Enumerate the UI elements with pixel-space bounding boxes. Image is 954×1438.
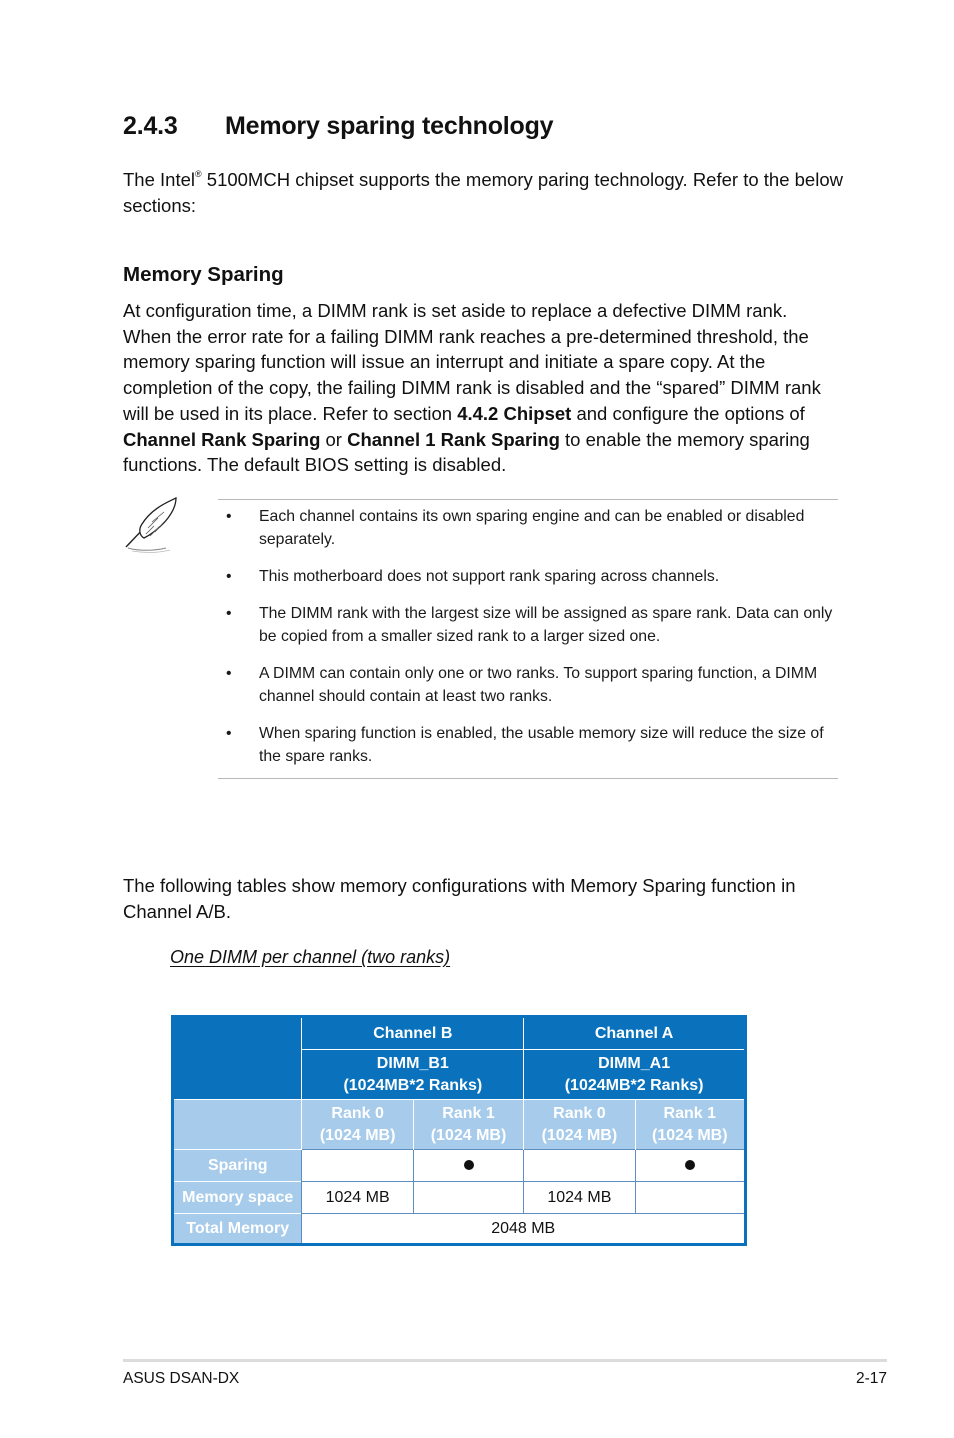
sparing-mark [464,1160,474,1170]
memory-sparing-paragraph [123,298,835,478]
sparing-cell [524,1150,635,1182]
note-item [218,505,838,551]
bios-option-name: Channel 1 Rank Sparing [347,428,560,450]
channel-b-header: Channel B [302,1017,524,1050]
sparing-cell [635,1150,745,1182]
rank-name: Rank 1 [442,1104,495,1122]
paragraph-text: or [320,428,348,450]
memory-space-cell: 1024 MB [302,1182,413,1214]
note-bottom-divider [218,778,838,779]
footer-product-name: ASUS DSAN-DX [123,1370,240,1387]
dimm-name: DIMM_B1 [376,1054,449,1072]
rank-header [413,1100,523,1150]
dimm-size: (1024MB*2 Ranks) [564,1076,704,1094]
memory-space-row-label: Memory space [173,1182,302,1214]
paragraph-text: At configuration time, a DIMM rank is set aside to replace a defective DIMM rank. When the error rate for a failing DIMM rank reaches a pre-determined threshold, the memory sparing function will issue an interrupt and initiate a spare copy. At the completion of the copy, the failing DIMM rank is disabled and the “spared” DIMM rank will be used in its place. Refer to section [123,300,821,424]
note-item [218,662,838,708]
rank-header [302,1100,413,1150]
total-memory-row-label: Total Memory [173,1214,302,1245]
bullet-dot: • [226,725,232,742]
rank-name: Rank 0 [331,1104,384,1122]
bios-option-name: Channel Rank Sparing [123,428,321,450]
dimm-b1-header [302,1050,524,1100]
note-list [218,505,838,782]
footer-page-number: 2-17 [855,1370,887,1387]
total-memory-value: 2048 MB [302,1214,746,1245]
sparing-mark [685,1160,695,1170]
tables-intro-paragraph: The following tables show memory configurations with Memory Sparing function in Channel A/B. [123,875,796,922]
channel-a-header: Channel A [524,1017,746,1050]
note-item [218,565,838,588]
note-item-text: A DIMM can contain only one or two ranks. To support sparing function, a DIMM channel should contain at least two ranks. [259,665,818,705]
footer-divider [123,1359,887,1362]
dimm-a1-header [524,1050,746,1100]
note-item [218,602,838,648]
intro-text-end: 5100MCH chipset supports the memory paring technology. Refer to the below sections: [123,169,843,216]
table-corner-cell [173,1017,302,1100]
rank-header [635,1100,745,1150]
rank-name: Rank 1 [663,1104,717,1122]
memory-space-cell [635,1182,745,1214]
quill-pen-note-icon [118,494,184,554]
sparing-row-label: Sparing [173,1150,302,1182]
table-caption: One DIMM per channel (two ranks) [170,947,451,967]
intro-text-start: The Intel [123,169,195,190]
registered-mark: ® [195,169,202,179]
section-title: Memory sparing technology [225,112,554,140]
memory-sparing-table [171,1015,747,1246]
section-heading [123,112,553,141]
bullet-dot: • [226,568,232,585]
paragraph-text: to enable the memory sparing functions. The default BIOS setting is disabled. [123,428,810,476]
dimm-name: DIMM_A1 [598,1054,671,1072]
rank-name: Rank 0 [553,1104,606,1122]
bullet-dot: • [226,665,232,682]
sparing-cell [413,1150,523,1182]
memory-space-cell [413,1182,523,1214]
memory-space-cell: 1024 MB [524,1182,635,1214]
rank-header [524,1100,635,1150]
note-item-text: Each channel contains its own sparing engine and can be enabled or disabled separately. [259,508,805,548]
rank-size: (1024 MB) [541,1126,618,1144]
note-item-text: When sparing function is enabled, the usable memory size will reduce the size of the spare ranks. [259,725,824,765]
section-reference: 4.4.2 Chipset [457,402,572,424]
rank-size: (1024 MB) [651,1126,728,1144]
sparing-cell [302,1150,413,1182]
note-item-text: This motherboard does not support rank sparing across channels. [259,568,720,585]
memory-sparing-heading: Memory Sparing [123,263,284,286]
rank-size: (1024 MB) [319,1126,396,1144]
rank-size: (1024 MB) [430,1126,507,1144]
bullet-dot: • [226,605,232,622]
section-number: 2.4.3 [123,112,178,140]
intro-paragraph [123,167,843,218]
note-item-text: The DIMM rank with the largest size will be assigned as spare rank. Data can only be copied from a smaller sized rank to a larger sized one. [259,605,833,645]
paragraph-text: and configure the options of [571,402,805,424]
bullet-dot: • [226,508,232,525]
note-top-divider [218,499,838,500]
rank-corner-cell [173,1100,302,1150]
note-item [218,722,838,768]
dimm-size: (1024MB*2 Ranks) [343,1076,483,1094]
